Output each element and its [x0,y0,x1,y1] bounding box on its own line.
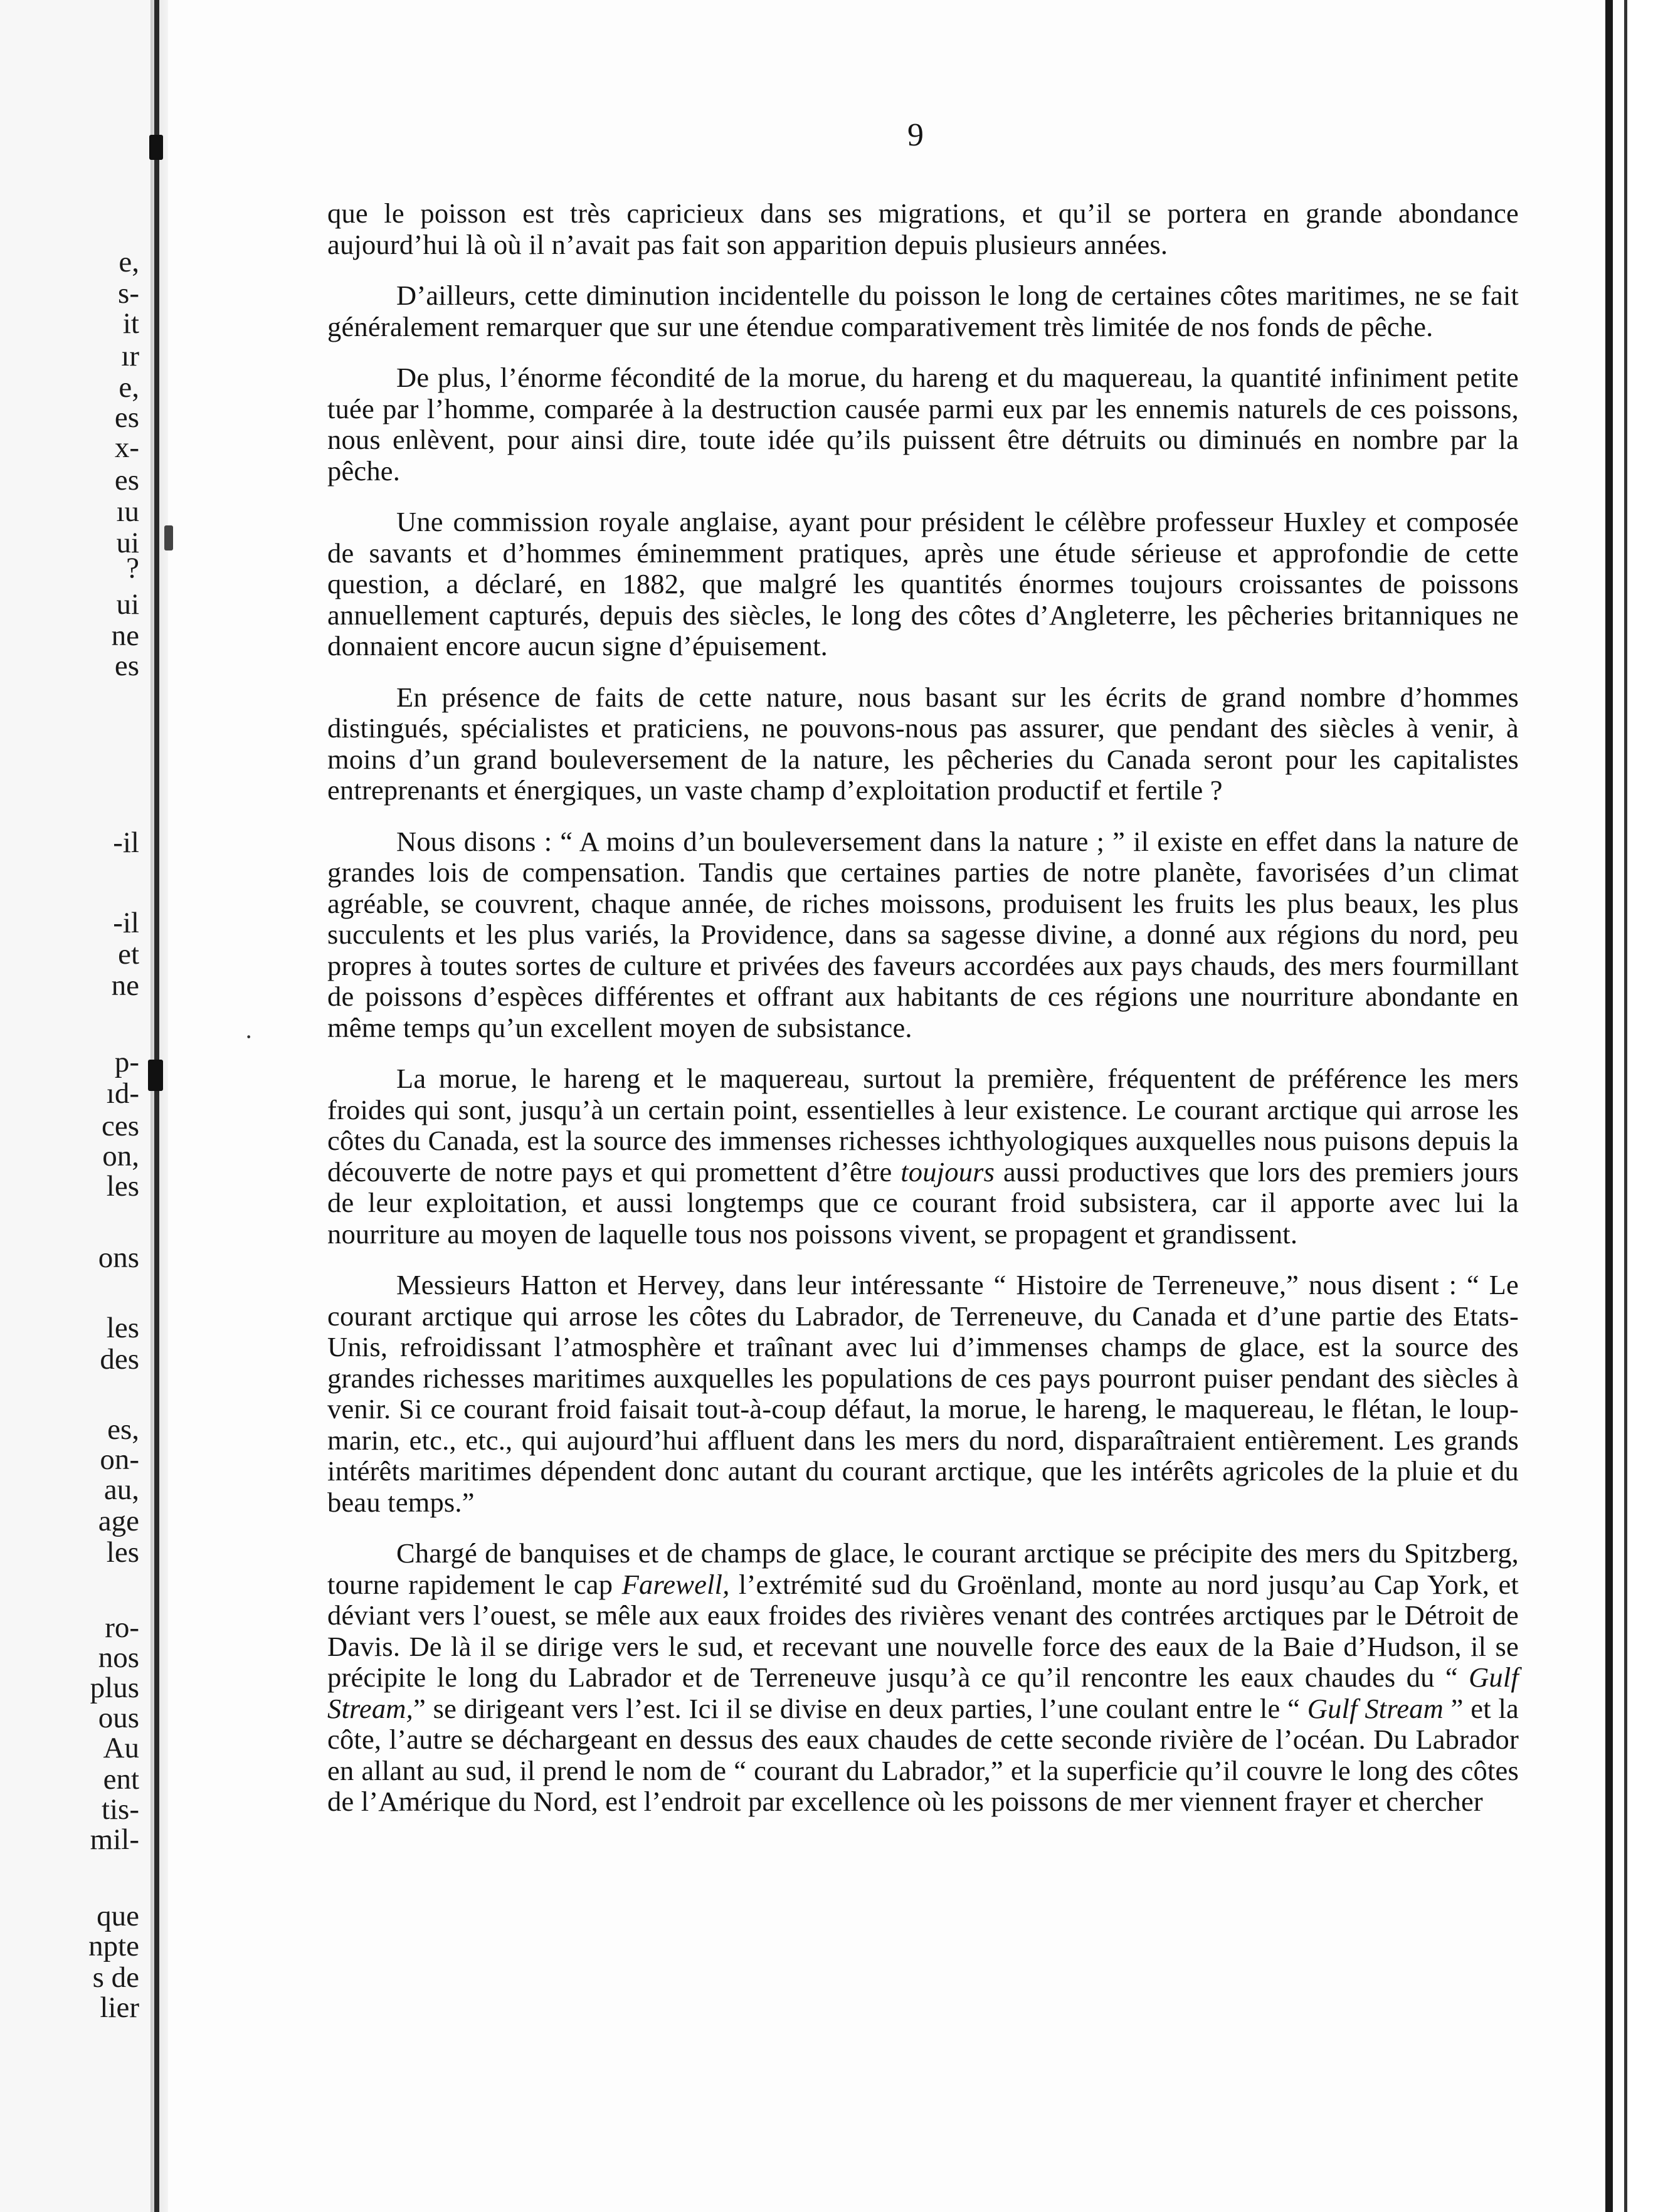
paragraph [327,1063,1519,1250]
adjacent-page-fragment: x- [114,431,139,464]
body-text [327,198,1519,1838]
text-run: l’extrémité sud du Groënland, monte au nord jusqu’au Cap York, et déviant vers l’ouest, se mêle aux eaux froides des rivières venant des contrées arctiques par le Détroit de Davis. De là il se dirige vers le sud, et recevant une nouvelle force des eaux de la Baie d’Hudson, il se précipite le long du Labrador et de Terreneuve jusqu’à ce qu’il rencontre les eaux chaudes du “ [327,1568,1519,1693]
text-run: ” se dirigeant vers l’est. Ici il se divise en deux parties, l’une coulant entre le “ [413,1692,1307,1724]
adjacent-page-fragment: es [114,464,139,497]
text-run: D’ailleurs, cette diminution incidentelle du poisson le long de certaines côtes maritimes, ne se fait généralement remarquer que sur une étendue comparativement très limitée de nos fonds de pêche. [327,280,1519,342]
paragraph [327,1538,1519,1818]
adjacent-page-fragment: et [118,938,139,971]
binding-mark [149,135,163,160]
adjacent-page-fragment: ne [111,619,139,652]
adjacent-page-fragment: ? [126,552,139,584]
adjacent-page-fragment: ro- [105,1611,139,1644]
adjacent-page-fragment: on, [102,1140,139,1172]
page-edge-shadow [1605,0,1613,2212]
binding-mark [148,1060,163,1091]
page-number: 9 [907,117,924,153]
italic-text: Gulf Stream [1307,1692,1444,1724]
adjacent-page-fragment: ui [116,588,139,621]
adjacent-page-fragment: nos [98,1641,139,1674]
adjacent-page-fragment: au, [103,1473,139,1506]
text-run: Une commission royale anglaise, ayant pour président le célèbre professeur Huxley et composée de savants et d’hommes éminemment pratiques, après une étude sérieuse et approfondie de cette question, a déclaré, en 1882, que malgré les quantités énormes toujours croissantes de poissons annuellement capturés, depuis des siècles, le long des côtes d’Angleterre, les pêcheries britanniques ne donnaient encore aucun signe d’épuisement. [327,506,1519,661]
book-gutter [150,0,168,2212]
text-run: De plus, l’énorme fécondité de la morue, du hareng et du maquereau, la quantité infiniment petite tuée par l’homme, comparée à la destruction causée parmi eux par les ennemis naturels de ces poissons, nous enlèvent, pour ainsi dire, toute idée qu’ils puissent être détruits ou diminués en nombre par la pêche. [327,362,1519,487]
adjacent-page-fragment: que [97,1900,139,1932]
page-edge-shadow [1624,0,1627,2212]
adjacent-page-fragment: ui [116,527,139,559]
paragraph [327,1270,1519,1518]
adjacent-page-fragment: ent [103,1763,139,1796]
italic-text: Gulf Stream, [327,1662,1519,1724]
adjacent-page-fragment: lier [100,1991,139,2024]
adjacent-page-fragment: npte [88,1930,139,1962]
adjacent-page-fragment: ıu [116,495,139,528]
adjacent-page-fragment: les [106,1536,139,1569]
adjacent-page-fragment: on- [100,1443,139,1476]
adjacent-page-fragment: s de [92,1961,139,1994]
paragraph [327,280,1519,342]
paragraph [327,507,1519,662]
paragraph [327,362,1519,487]
text-run: Chargé de banquises et de champs de glace, le courant arctique se précipite des mers du Spitzberg, tourne rapidement le cap [327,1537,1519,1600]
gutter-shadow-line [154,0,159,2212]
binding-mark [164,525,173,550]
adjacent-page-fragment: ne [111,969,139,1002]
scan-speck: · [245,1023,253,1051]
adjacent-page-fragment: es [114,401,139,434]
paragraph [327,682,1519,806]
text-run: Messieurs Hatton et Hervey, dans leur intéressante “ Histoire de Terreneuve,” nous disent : “ Le courant arctique qui arrose les côtes du Labrador, de Terreneuve, du Canada et d’une partie des Etats-Unis, refroidissant l’atmosphère et traînant avec lui d’immenses champs de glace, est la source des grandes richesses maritimes auxquelles les populations de ces pays pourront puiser pendant des siècles à venir. Si ce courant froid faisait tout-à-coup défaut, la morue, le hareng, le maquereau, le flétan, le loup-marin, etc., etc., qui aujourd’hui affluent dans les mers du nord, disparaîtraient entièrement. Les grands intérêts maritimes dépendent donc autant du courant arctique, que les intérêts agricoles de la pluie et du beau temps.” [327,1269,1519,1518]
text-run: ” et la côte, l’autre se déchargeant en dessus des eaux chaudes de cette seconde rivière de l’océan. Du Labrador en allant au sud, il prend le nom de “ courant du Labrador,” et la superficie qu’il couvre le long des côtes de l’Amérique du Nord, est l’endroit par excellence où les poissons de mer viennent frayer et chercher [327,1692,1519,1817]
adjacent-page-fragment: ons [98,1241,139,1274]
adjacent-page-fragment: age [98,1505,139,1537]
italic-text: Farewell, [621,1568,730,1600]
adjacent-page-fragment: les [106,1170,139,1203]
adjacent-page-fragment: ous [98,1702,139,1734]
paragraph [327,826,1519,1044]
text-run: La morue, le hareng et le maquereau, surtout la première, fréquentent de préférence les mers froides qui sont, jusqu’à un certain point, essentielles à leur existence. Le courant arctique qui arrose les côtes du Canada, est la source des immenses richesses ichthyologiques auxquelles nous puisons depuis la découverte de notre pays et qui promettent d’être [327,1063,1519,1188]
adjacent-page-fragment: e, [119,371,139,404]
adjacent-page-fragment: tis- [101,1793,139,1826]
adjacent-page-fragment: Au [103,1732,139,1764]
text-run: En présence de faits de cette nature, nous basant sur les écrits de grand nombre d’hommes distingués, spécialistes et praticiens, ne pouvons-nous pas assurer, que pendant des siècles à venir, à moins d’un grand bouleversement de la nature, les pêcheries du Canada seront pour les capitalistes entreprenants et énergiques, un vaste champ d’exploitation productif et fertile ? [327,681,1519,806]
text-run: Nous disons : “ A moins d’un bouleversement dans la nature ; ” il existe en effet dans la nature de grandes lois de compensation. Tandis que certaines parties de notre planète, favorisées d’un climat agréable, se couvrent, chaque année, de riches moissons, produisent les fruits les plus beaux, les plus succulents et les plus variés, la Providence, dans sa sagesse divine, a donné aux régions du nord, peu propres à toutes sortes de culture et privées des faveurs accordées aux pays chauds, des mers fourmillant de poissons d’espèces différentes et offrant aux habitants de ces régions une nourriture abondante en même temps qu’un excellent moyen de subsistance. [327,825,1519,1043]
adjacent-page-fragment: mil- [90,1823,139,1856]
paragraph [327,198,1519,260]
adjacent-page-fragment: ır [121,340,139,372]
adjacent-page-fragment: des [100,1343,139,1376]
adjacent-page-text-fragments [14,0,139,2212]
adjacent-page-fragment: e, [119,246,139,278]
adjacent-page-fragment: plus [90,1672,139,1704]
adjacent-page-fragment: es [114,650,139,682]
adjacent-page-fragment: -il [113,907,139,939]
text-run: que le poisson est très capricieux dans ses migrations, et qu’il se portera en grande abondance aujourd’hui là où il n’avait pas fait son apparition depuis plusieurs années. [327,198,1519,260]
adjacent-page-edge [0,0,150,2212]
adjacent-page-fragment: es, [107,1413,139,1446]
adjacent-page-fragment: p- [114,1046,139,1078]
adjacent-page-fragment: it [122,307,139,340]
adjacent-page-fragment: s- [118,277,139,310]
adjacent-page-fragment: -il [113,826,139,859]
adjacent-page-fragment: ıd- [106,1077,139,1110]
italic-text: toujours [900,1156,995,1188]
adjacent-page-fragment: les [106,1312,139,1344]
text-run: aussi productives que lors des premiers jours de leur exploitation, et aussi longtemps que ce courant froid subsistera, car il apporte avec lui la nourriture au moyen de laquelle tous nos poissons vivent, se propagent et grandissent. [327,1156,1519,1250]
adjacent-page-fragment: ces [101,1110,139,1142]
